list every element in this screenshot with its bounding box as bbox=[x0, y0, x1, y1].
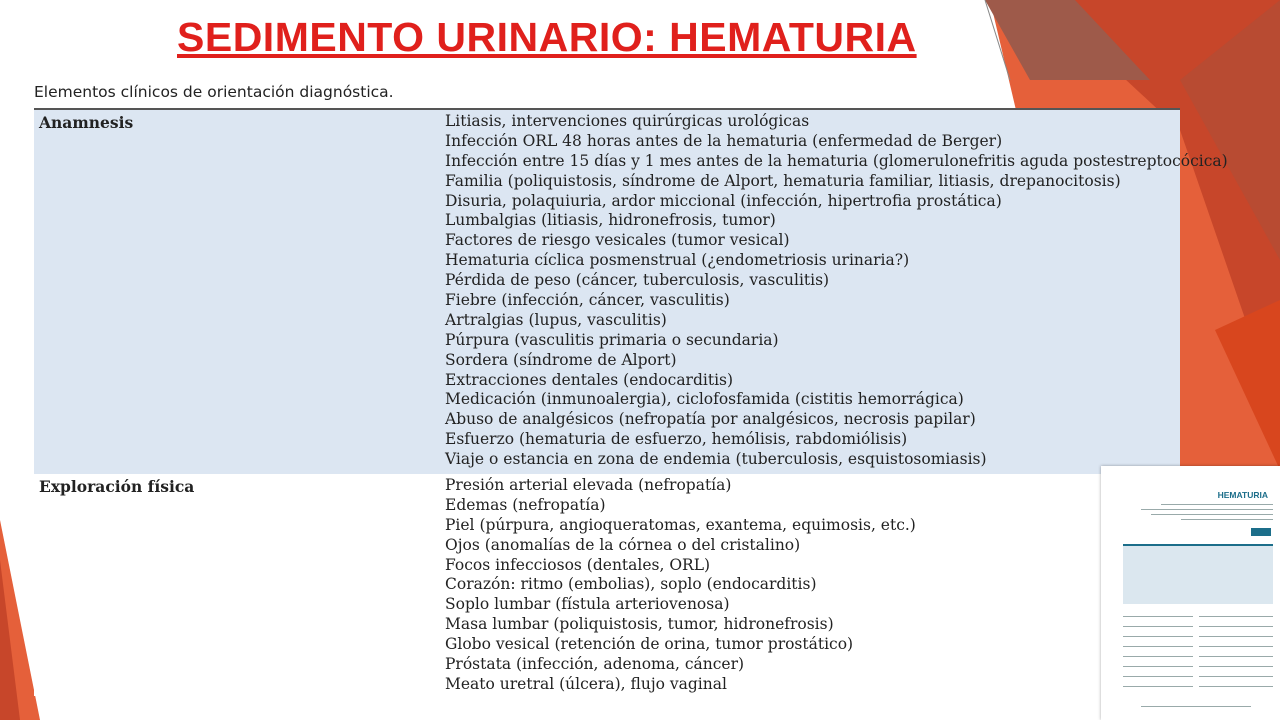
section-label-anamnesis: Anamnesis bbox=[39, 113, 134, 132]
list-item: Piel (púrpura, angioqueratomas, exantema, equimosis, etc.) bbox=[445, 515, 916, 534]
list-item: Hematuria cíclica posmenstrual (¿endometriosis urinaria?) bbox=[445, 251, 910, 270]
list-item: Pérdida de peso (cáncer, tuberculosis, vasculitis) bbox=[445, 271, 830, 290]
list-item: Soplo lumbar (fístula arteriovenosa) bbox=[445, 595, 730, 614]
article-thumbnail bbox=[1101, 466, 1280, 720]
list-item: Presión arterial elevada (nefropatía) bbox=[445, 476, 732, 494]
section-anamnesis bbox=[34, 110, 1228, 474]
list-item: Infección entre 15 días y 1 mes antes de la hematuria (glomerulonefritis aguda postestreptocócica) bbox=[445, 151, 1228, 170]
list-item: Meato uretral (úlcera), flujo vaginal bbox=[445, 674, 727, 693]
anamnesis-item-list bbox=[445, 112, 1228, 470]
list-item: Litiasis, intervenciones quirúrgicas urológicas bbox=[445, 112, 810, 130]
list-item: Familia (poliquistosis, síndrome de Alport, hematuria familiar, litiasis, drepanocitosis) bbox=[445, 171, 1121, 190]
list-item: Viaje o estancia en zona de endemia (tuberculosis, esquistosomiasis) bbox=[445, 450, 987, 469]
list-item: Disuria, polaquiuria, ardor miccional (infección, hipertrofia prostática) bbox=[445, 191, 1002, 210]
list-item: Lumbalgias (litiasis, hidronefrosis, tumor) bbox=[445, 211, 776, 230]
thumbnail-title: HEMATURIA bbox=[1217, 490, 1268, 500]
section-label-exploracion: Exploración física bbox=[39, 477, 195, 496]
list-item: Próstata (infección, adenoma, cáncer) bbox=[445, 655, 745, 674]
list-item: Extracciones dentales (endocarditis) bbox=[445, 370, 734, 389]
section-exploracion-fisica bbox=[34, 474, 1180, 696]
list-item: Masa lumbar (poliquistosis, tumor, hidronefrosis) bbox=[445, 615, 834, 634]
list-item: Sordera (síndrome de Alport) bbox=[445, 350, 677, 369]
list-item: Púrpura (vasculitis primaria o secundaria) bbox=[445, 330, 779, 349]
list-item: Esfuerzo (hematuria de esfuerzo, hemólisis, rabdomiólisis) bbox=[445, 430, 908, 449]
list-item: Medicación (inmunoalergia), ciclofosfamida (cistitis hemorrágica) bbox=[445, 390, 964, 409]
list-item: Abuso de analgésicos (nefropatía por analgésicos, necrosis papilar) bbox=[445, 410, 976, 429]
list-item: Fiebre (infección, cáncer, vasculitis) bbox=[445, 291, 730, 310]
list-item: Ojos (anomalías de la córnea o del cristalino) bbox=[445, 535, 801, 554]
list-item: Factores de riesgo vesicales (tumor vesical) bbox=[445, 231, 790, 250]
slide-title: SEDIMENTO URINARIO: HEMATURIA bbox=[177, 14, 917, 60]
journal-logo bbox=[1251, 528, 1271, 536]
abstract-box bbox=[1123, 544, 1273, 604]
table-caption: Elementos clínicos de orientación diagnóstica. bbox=[34, 83, 394, 101]
list-item: Artralgias (lupus, vasculitis) bbox=[445, 310, 667, 329]
list-item: Infección ORL 48 horas antes de la hematuria (enfermedad de Berger) bbox=[445, 131, 1003, 150]
list-item: Globo vesical (retención de orina, tumor prostático) bbox=[445, 635, 854, 654]
list-item: Focos infecciosos (dentales, ORL) bbox=[445, 555, 711, 574]
exploracion-item-list bbox=[445, 476, 916, 695]
list-item: Corazón: ritmo (embolias), soplo (endocarditis) bbox=[445, 575, 817, 594]
list-item: Edemas (nefropatía) bbox=[445, 495, 606, 514]
